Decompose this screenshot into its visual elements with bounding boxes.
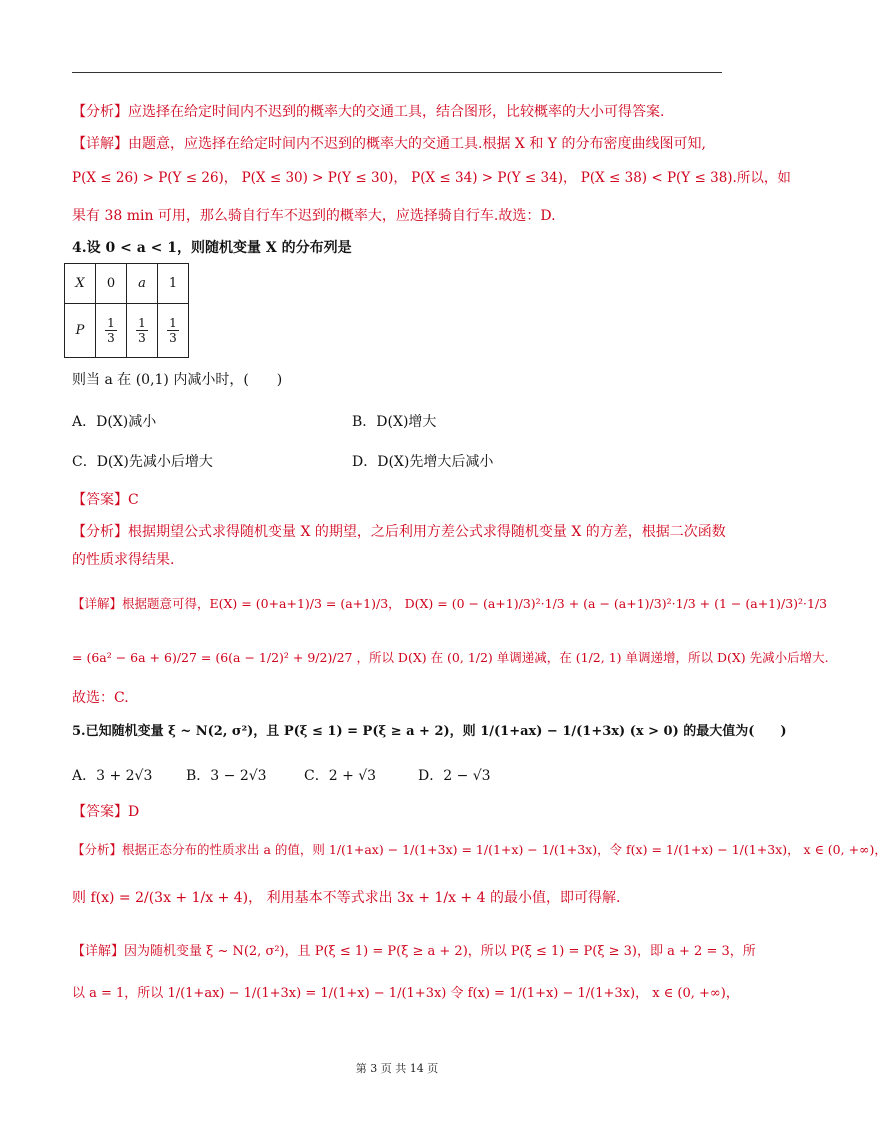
- q4-question: [72, 370, 732, 390]
- page-footer: 第 3 页 共 14 页: [355, 1062, 439, 1075]
- table-cell: a: [127, 264, 158, 304]
- q3-detail-2: [72, 168, 791, 188]
- fraction: $\frac{1}{3}$: [169, 316, 177, 345]
- answer-tag: 【答案】: [72, 804, 128, 820]
- q5-detail-1: [72, 942, 756, 962]
- header-rule: [72, 72, 722, 73]
- detail-text: 因为随机变量 ξ ~ N(2, σ²)，且 P(ξ ≤ 1) = P(ξ ≥ a + 2)，所以 P(ξ ≤ 1) = P(ξ ≥ 3)，即 a + 2 = 3，所: [124, 944, 756, 959]
- q5-stem: [72, 722, 787, 742]
- q4-analysis-2: [72, 550, 732, 570]
- option-c: C．2 + √3: [304, 768, 377, 784]
- detail-text: 以 a = 1，所以 1/(1+ax) − 1/(1+3x) = 1/(1+x) − 1/(1+3x) 令 f(x) = 1/(1+x) − 1/(1+3x)， x ∈ (0, +∞)，: [72, 986, 739, 1001]
- table-cell: 0: [96, 264, 127, 304]
- q4-detail-1: [72, 594, 828, 614]
- option-a: A．3 + 2√3: [72, 768, 153, 784]
- option-d: D．2 − √3: [418, 768, 491, 784]
- table-cell: X: [65, 264, 96, 304]
- analysis-tag: 【分析】: [72, 104, 128, 120]
- analysis-text: 根据期望公式求得随机变量 X 的期望，之后利用方差公式求得随机变量 X 的方差，根据二次函数: [128, 524, 726, 540]
- q4-answer: [72, 490, 732, 510]
- analysis-text: 的性质求得结果.: [72, 552, 175, 568]
- fraction: $\frac{1}{3}$: [138, 316, 146, 345]
- answer-value: D: [128, 804, 140, 820]
- analysis-tag: 【分析】: [72, 842, 123, 857]
- question-stem: 4.设 0 < a < 1，则随机变量 X 的分布列是: [72, 240, 352, 256]
- q5-analysis-1: [72, 840, 887, 860]
- detail-tag: 【详解】: [72, 596, 123, 611]
- analysis-text: 根据正态分布的性质求出 a 的值，则 1/(1+ax) − 1/(1+3x) = 1/(1+x) − 1/(1+3x)，令 f(x) = 1/(1+x) − 1/(1+3x)， x ∈ (0, +∞)，: [122, 842, 887, 857]
- detail-text: = (6a² − 6a + 6)/27 = (6(a − 1/2)² + 9/2)/27 ，所以 D(X) 在 (0, 1/2) 单调递减，在 (1/2, 1) 单调递增，所以 D(X) 先减小后增大.: [72, 650, 829, 665]
- analysis-tag: 【分析】: [72, 524, 128, 540]
- distribution-table: [64, 263, 189, 358]
- detail-text: 根据题意可得，E(X) = (0+a+1)/3 = (a+1)/3， D(X) = (0 − (a+1)/3)²·1/3 + (a − (a+1)/3)²·1/3 + (1 − (a+1)/3)²·1/3: [122, 596, 828, 611]
- table-cell: 1: [158, 264, 189, 304]
- answer-tag: 【答案】: [72, 492, 128, 508]
- option-b: B．3 − 2√3: [186, 768, 267, 784]
- detail-text: 由题意，应选择在给定时间内不迟到的概率大的交通工具.根据 X 和 Y 的分布密度曲线图可知,: [128, 136, 706, 152]
- answer-value: C: [128, 492, 139, 508]
- q5-answer: [72, 802, 732, 822]
- table-cell: P: [65, 304, 96, 358]
- q4-analysis-1: [72, 522, 732, 542]
- analysis-text: 则 f(x) = 2/(3x + 1/x + 4)， 利用基本不等式求出 3x + 1/x + 4 的最小值，即可得解.: [72, 890, 621, 906]
- option-a: A．D(X)减小: [72, 414, 157, 430]
- q3-detail-3: [72, 206, 732, 226]
- question-text: 则当 a 在 (0,1) 内减小时，( ): [72, 372, 283, 388]
- table-cell: [127, 304, 158, 358]
- detail-text: 果有 38 min 可用，那么骑自行车不迟到的概率大，应选择骑自行车.故选：D.: [72, 208, 556, 224]
- detail-text: 故选：C.: [72, 690, 129, 706]
- option-b: B．D(X)增大: [352, 414, 437, 430]
- option-d: D．D(X)先增大后减小: [352, 454, 494, 470]
- detail-tag: 【详解】: [72, 944, 125, 959]
- table-cell: [158, 304, 189, 358]
- detail-tag: 【详解】: [72, 136, 128, 152]
- table-cell: [96, 304, 127, 358]
- q5-detail-2: [72, 984, 739, 1004]
- detail-text: P(X ≤ 26) > P(Y ≤ 26)， P(X ≤ 30) > P(Y ≤ 30)， P(X ≤ 34) > P(Y ≤ 34)， P(X ≤ 38) < P(Y ≤ 38).所以，如: [72, 170, 791, 186]
- q4-detail-2: [72, 648, 829, 668]
- q5-analysis-2: [72, 888, 732, 908]
- option-c: C．D(X)先减小后增大: [72, 454, 213, 470]
- analysis-text: 应选择在给定时间内不迟到的概率大的交通工具，结合图形，比较概率的大小可得答案.: [128, 104, 665, 120]
- question-stem: 5.已知随机变量 ξ ~ N(2, σ²)，且 P(ξ ≤ 1) = P(ξ ≥ a + 2)，则 1/(1+ax) − 1/(1+3x) (x > 0) 的最大值为( ): [72, 724, 787, 739]
- q4-detail-3: [72, 688, 732, 708]
- q3-detail-1: [72, 134, 732, 154]
- q3-analysis: [72, 102, 732, 122]
- q4-stem: [72, 238, 732, 258]
- fraction: $\frac{1}{3}$: [107, 316, 115, 345]
